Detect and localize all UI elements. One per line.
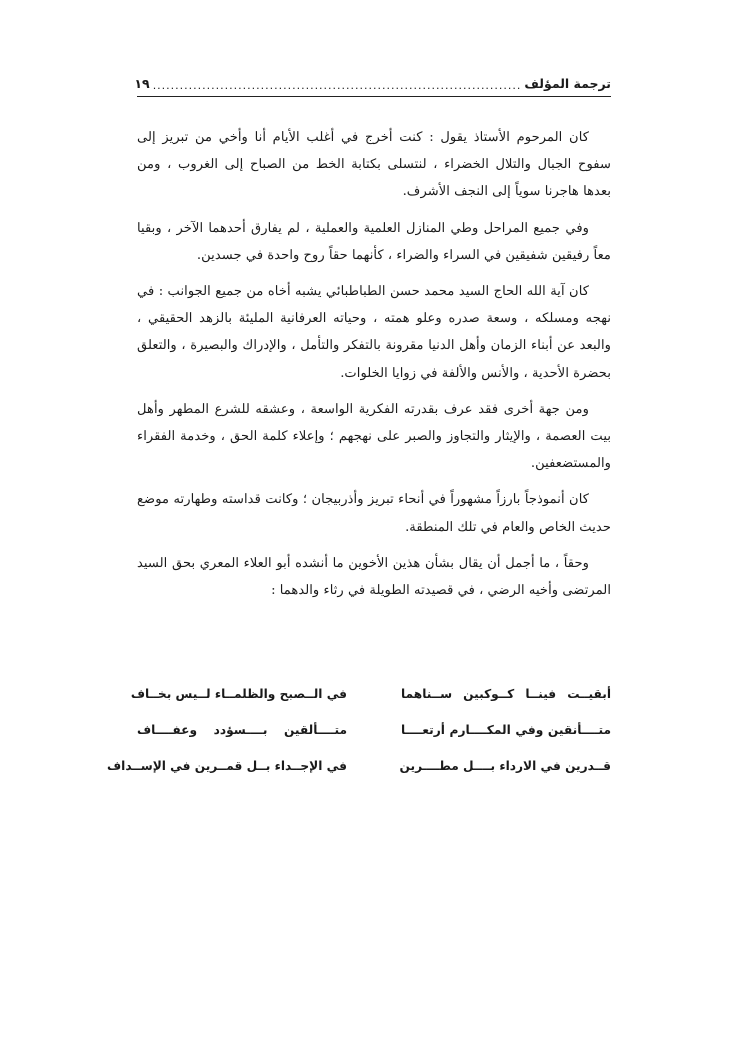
verse-second-hemistich: في الــصبح والظلمــاء لــيس بخــاف: [130, 687, 347, 701]
leader-dots: ..................................................................................: [152, 79, 522, 92]
running-title: ترجمة المؤلف: [524, 76, 611, 91]
header-rule: [137, 96, 611, 97]
verse-line: [130, 676, 611, 712]
paragraph: كان المرحوم الأستاذ يقول : كنت أخرج في أغلب الأيام أنا وأخي من تبريز إلى سفوح الجبال والتلال الخضراء ، لنتسلى بكتابة الخط من الصباح إلى الغروب ، ومن بعدها هاجرنا سوياً إلى النجف الأشرف.: [137, 130, 611, 200]
running-header: [134, 76, 611, 92]
body-text: [137, 124, 611, 613]
verse-second-hemistich: متــــألقين بــــسؤدد وعفــــاف: [137, 723, 347, 737]
verse-first-hemistich: أبقيــت فينــا كــوكبين ســناهما: [401, 687, 611, 701]
verse-line: [107, 748, 611, 784]
paragraph: كان أنموذجاً بارزاً مشهوراً في أنحاء تبريز وأذربيجان ؛ وكانت قداسته وطهارته موضع حديث الخاص والعام في تلك المنطقة.: [137, 492, 611, 535]
verse-first-hemistich: قــدرين في الارداء بــــل مطــــرين: [399, 759, 611, 773]
verse-second-hemistich: في الإجــداء بــل قمــرين في الإســداف: [107, 759, 347, 773]
poem-verses: [107, 676, 611, 784]
verse-first-hemistich: متــــأنقين وفي المكــــارم أرتعــــا: [401, 723, 611, 737]
page-number: ١٩: [134, 76, 150, 91]
verse-line: [137, 712, 611, 748]
paragraph: كان آية الله الحاج السيد محمد حسن الطباطبائي يشبه أخاه من جميع الجوانب : في نهجه ومسلكه ، وسعة صدره وعلو همته ، وحياته العرفانية المليئة بالزهد الحقيقي ، والبعد عن أبناء الزمان وأهل الدنيا مقرونة بالتفكر والتأمل ، والإدراك والبصيرة ، والتعلق بحضرة الأحدية ، والأنس والألفة في زوايا الخلوات.: [137, 284, 611, 381]
paragraph: وفي جميع المراحل وطي المنازل العلمية والعملية ، لم يفارق أحدهما الآخر ، وبقيا معاً رفيقين شفيقين في السراء والضراء ، كأنهما حقاً روح واحدة في جسدين.: [137, 220, 611, 263]
paragraph: ومن جهة أخرى فقد عرف بقدرته الفكرية الواسعة ، وعشقه للشرع المطهر وأهل بيت العصمة ، والإيثار والتجاوز والصبر على نهجهم ؛ وإعلاء كلمة الحق ، وخدمة الفقراء والمستضعفين.: [137, 401, 611, 472]
paragraph: وحقاً ، ما أجمل أن يقال بشأن هذين الأخوين ما أنشده أبو العلاء المعري بحق السيد المرتضى وأخيه الرضي ، في قصيدته الطويلة في رثاء والدهما :: [137, 555, 611, 599]
